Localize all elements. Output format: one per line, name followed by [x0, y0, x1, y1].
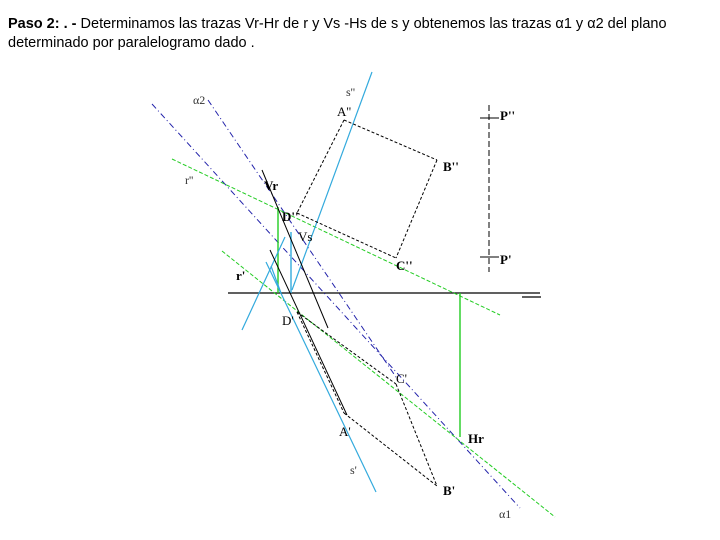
heading-text: Determinamos las trazas Vr-Hr de r y Vs -Hs de s y obtenemos las trazas α1 y α2 del plano determinado por paralelogramo dado .	[8, 16, 667, 51]
step-label: Paso 2	[8, 16, 55, 32]
r-horizontal-projection	[222, 251, 555, 517]
edge-D-A-horizontal	[297, 312, 344, 413]
s-horizontal-projection	[266, 262, 376, 492]
label-D-d: D'	[282, 313, 294, 328]
step-colon: :	[54, 16, 60, 32]
label-Hr: Hr	[468, 431, 484, 446]
label-alpha1: α1	[499, 507, 512, 521]
r-vertical-projection	[172, 159, 500, 315]
label-P-dd: P''	[500, 108, 516, 123]
label-B-d: B'	[443, 483, 456, 498]
edge-C-B-horizontal	[396, 384, 437, 486]
label-P-d: P'	[500, 252, 512, 267]
edge-B-C-vertical	[396, 160, 437, 258]
label-Vs: Vs	[298, 229, 313, 244]
alpha1-trace	[152, 104, 520, 508]
label-C-dd: C''	[396, 258, 413, 273]
label-r-dd: r''	[185, 173, 194, 187]
step-separator: . -	[63, 16, 77, 32]
label-s-dd: s''	[346, 85, 355, 99]
label-A-d: A'	[339, 424, 351, 439]
label-D-dd: D''	[282, 209, 299, 224]
label-B-dd: B''	[443, 159, 459, 174]
edge-A-B-vertical	[344, 120, 437, 160]
edge-A-B-horizontal	[344, 413, 437, 486]
label-s-d: s'	[350, 463, 357, 477]
label-C-d: C'	[396, 371, 408, 386]
line-D-prime	[270, 250, 347, 415]
s-vertical-projection	[292, 72, 372, 290]
label-Vr: Vr	[264, 178, 279, 193]
label-A-dd: A''	[337, 104, 352, 119]
label-alpha2: α2	[193, 93, 206, 107]
label-r-d: r'	[236, 268, 246, 283]
